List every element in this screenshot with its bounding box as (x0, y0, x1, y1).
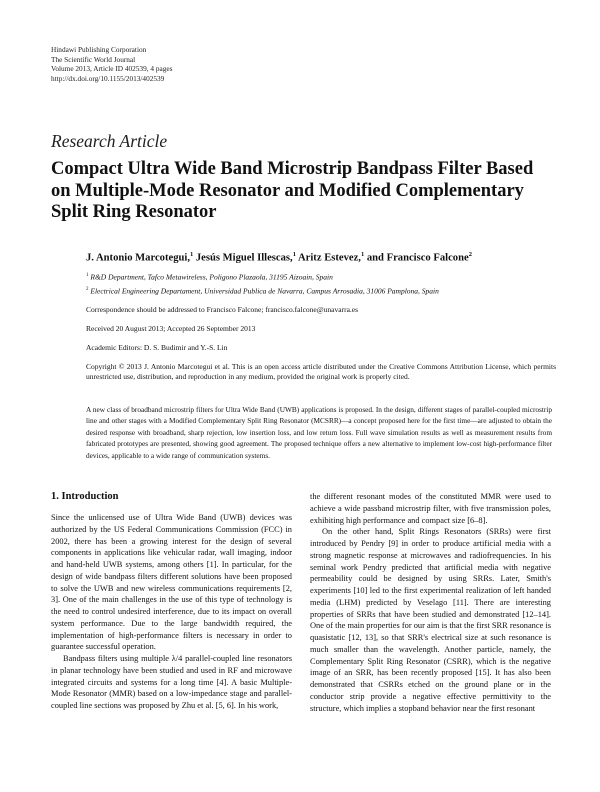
paragraph: Bandpass filters using multiple λ/4 parallel-coupled line resonators in planar technology have been studied and used in RF and microwave integrated circuits and systems for a long time [4]. A basic Multiple-Mode Resonator (MMR) based on a low-impedance stage and parallel-coupled line sections was proposed by Zhu et al. [5, 6]. In his work, (51, 654, 292, 710)
affiliation-line (86, 270, 556, 284)
received-dates: Received 20 August 2013; Accepted 26 September 2013 (86, 324, 256, 333)
author-list (86, 251, 556, 264)
affiliation-number: 2 (86, 287, 89, 293)
publisher-name: Hindawi Publishing Corporation (51, 45, 147, 54)
author-name: and Francisco Falcone (364, 252, 469, 264)
paragraph: On the other hand, Split Rings Resonators (SRRs) were first introduced by Pendry [9] in order to produce artificial media with a strong magnetic response at microwaves and radiofrequencies. In his seminal work Pendry predicted that artificial media with negative permeability could be designed by using SRRs. Later, Smith's experiments [10] led to the first experimental realization of left handed media (LHM) predicted by Veselago [11]. There are interesting properties of SRRs that have been studied and demonstrated [12–14]. One of the main properties for our aim is that the first SRR resonance is quasistatic [12, 13], so that SRR's electrical size at such resonance is much smaller than the wavelength. Another particle, namely, the Complementary Split Ring Resonator (CSRR), which is the negative image of an SRR, has been recently proposed [15]. It has also been demonstrated that CSRRs etched on the ground plane or in the conductor strip provide a negative effective permittivity to the structure, which implies a stopband behavior near the first resonant (310, 527, 551, 713)
doi-link[interactable]: http://dx.doi.org/10.1155/2013/402539 (51, 73, 165, 83)
affiliation-number: 1 (86, 273, 89, 278)
paragraph: the different resonant modes of the constituted MMR were used to achieve a wide passband microstrip filter, with five transmission poles, exhibiting high performance and compact size [6–8]. (310, 492, 551, 525)
author-name: J. Antonio Marcotegui, (86, 252, 190, 264)
affiliation-text: Electrical Engineering Departament, Universidad Publica de Navarra, Campus Arrosadia, 31006 Pamplona, Spain (90, 286, 439, 296)
section-heading: 1. Introduction (51, 491, 119, 502)
affiliation-marker: 2 (468, 251, 472, 258)
article-type-label: Research Article (51, 131, 168, 151)
right-text-column (310, 491, 551, 714)
affiliation-text: R&D Department, Tafco Metawireless, Poligono Plazaola, 31195 Aizoain, Spain (90, 272, 333, 282)
author-name: Aritz Estevez, (295, 252, 361, 264)
abstract-text: A new class of broadband microstrip filters for Ultra Wide Band (UWB) applications is proposed. In the design, different stages of parallel-coupled microstrip line and other stages with a Modified Complementary Split Ring Resonator (MCSRR)—a concept proposed here for the first time—are adjusted to obtain the desired response with broadband, sharp rejection, low insertion loss, and low return loss. Full wave simulation results as well as measurement results from fabricated prototypes are presented, showing good agreement. The proposed technique offers a new alternative to implement low-cost high-performance filter devices, applicable to a wide range of communication systems. (86, 405, 552, 460)
paragraph: Since the unlicensed use of Ultra Wide Band (UWB) devices was authorized by the US Federal Communications Commission (FCC) in 2002, there has been a growing interest for the design of several components in applications like vehicular radar, wall imaging, indoor and hand-held UWB systems, among others [1]. In particular, for the design of wide bandpass filters different solutions have been proposed to solve the UWB and new wireless communications requirements [2, 3]. One of the main challenges in the use of this type of technology is the need to control undesired interference, due to its impact on overall system performance. Due to the large bandwidth required, the implementation of high-performance filters is necessary in order to guarantee successful operation. (51, 513, 292, 652)
correspondence-line: Correspondence should be addressed to Francisco Falcone; francisco.falcone@unavarra.es (86, 305, 359, 314)
affiliations (86, 270, 556, 298)
journal-header (51, 45, 172, 83)
journal-name: The Scientific World Journal (51, 54, 136, 64)
academic-editors: Academic Editors: D. S. Budimir and Y.-S. Lin (86, 343, 228, 352)
affiliation-marker: 1 (292, 251, 296, 258)
left-text-column (51, 512, 292, 712)
paper-title: Compact Ultra Wide Band Microstrip Bandpass Filter Based on Multiple-Mode Resonator and Modified Complementary Split Ring Resonator (51, 159, 534, 222)
copyright-notice: Copyright © 2013 J. Antonio Marcotegui et al. This is an open access article distributed under the Creative Commons Attribution License, which permits unrestricted use, distribution, and reproduction in any medium, provided the original work is properly cited. (86, 362, 556, 381)
affiliation-line (86, 284, 556, 298)
affiliation-marker: 1 (360, 251, 365, 258)
volume-info: Volume 2013, Article ID 402539, 4 pages (51, 64, 173, 74)
affiliation-marker: 1 (189, 251, 194, 258)
author-name: Jesús Miguel Illescas, (193, 252, 293, 264)
